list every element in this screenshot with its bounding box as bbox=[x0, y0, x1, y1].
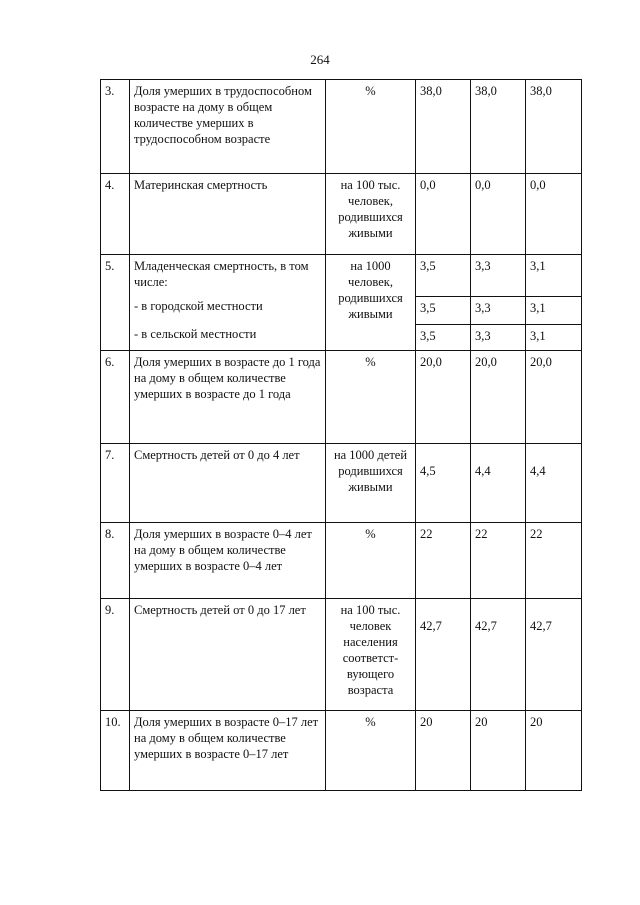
value-text: 42,7 bbox=[420, 619, 442, 633]
value-cell bbox=[471, 444, 526, 523]
value-cell bbox=[416, 599, 471, 711]
value-cell: 0,0 bbox=[526, 174, 582, 255]
value-cell: 0,0 bbox=[471, 174, 526, 255]
indicator-subitem: - в сельской местности bbox=[134, 327, 257, 341]
row-number: 7. bbox=[101, 444, 130, 523]
value-cell: 22 bbox=[416, 523, 471, 599]
value-cell: 20,0 bbox=[471, 351, 526, 444]
value-cell: 3,3 bbox=[471, 255, 526, 297]
indicator-name: Доля умерших в возрасте 0–17 лет на дому в общем количестве умерших в возрасте 0–17 лет bbox=[130, 711, 326, 791]
value-cell: 38,0 bbox=[471, 80, 526, 174]
value-cell: 20 bbox=[471, 711, 526, 791]
value-cell: 3,5 bbox=[416, 255, 471, 297]
value-text: 4,4 bbox=[530, 464, 546, 478]
unit-cell: на 1000 детей родившихся живыми bbox=[326, 444, 416, 523]
indicator-name: Младенческая смертность, в том числе: bbox=[134, 259, 309, 289]
value-cell: 3,5 bbox=[416, 325, 471, 351]
row-number: 8. bbox=[101, 523, 130, 599]
indicator-name: Доля умерших в возрасте 0–4 лет на дому в общем количестве умерших в возрасте 0–4 лет bbox=[130, 523, 326, 599]
value-cell: 3,3 bbox=[471, 325, 526, 351]
value-cell: 3,1 bbox=[526, 255, 582, 297]
row-number: 9. bbox=[101, 599, 130, 711]
table-row bbox=[101, 444, 582, 523]
value-cell: 3,1 bbox=[526, 325, 582, 351]
indicators-table bbox=[100, 79, 582, 791]
value-cell: 20 bbox=[416, 711, 471, 791]
row-number: 5. bbox=[101, 255, 130, 351]
value-cell: 0,0 bbox=[416, 174, 471, 255]
value-text: 42,7 bbox=[475, 619, 497, 633]
value-cell: 3,3 bbox=[471, 297, 526, 325]
table-row bbox=[101, 255, 582, 297]
indicator-name: Доля умерших в возрасте до 1 года на дому в общем количестве умерших в возрасте до 1 года bbox=[130, 351, 326, 444]
value-cell: 22 bbox=[471, 523, 526, 599]
value-cell: 38,0 bbox=[416, 80, 471, 174]
indicator-name: Доля умерших в трудоспособном возрасте на дому в общем количестве умерших в трудоспособном возрасте bbox=[130, 80, 326, 174]
value-cell: 20,0 bbox=[526, 351, 582, 444]
value-text: 42,7 bbox=[530, 619, 552, 633]
indicator-name: Смертность детей от 0 до 17 лет bbox=[130, 599, 326, 711]
unit-cell: на 100 тыс. человек, родившихся живыми bbox=[326, 174, 416, 255]
value-cell bbox=[526, 599, 582, 711]
table-row bbox=[101, 599, 582, 711]
table-row bbox=[101, 80, 582, 174]
value-cell bbox=[471, 599, 526, 711]
value-text: 4,4 bbox=[475, 464, 491, 478]
row-number: 10. bbox=[101, 711, 130, 791]
row-number: 3. bbox=[101, 80, 130, 174]
table-row bbox=[101, 711, 582, 791]
unit-cell: % bbox=[326, 711, 416, 791]
unit-cell: % bbox=[326, 351, 416, 444]
value-cell: 38,0 bbox=[526, 80, 582, 174]
unit-cell: на 100 тыс. человек населения соответст-вующего возраста bbox=[326, 599, 416, 711]
indicator-name: Смертность детей от 0 до 4 лет bbox=[130, 444, 326, 523]
value-cell: 3,1 bbox=[526, 297, 582, 325]
indicator-name: Материнская смертность bbox=[130, 174, 326, 255]
table-row bbox=[101, 174, 582, 255]
value-cell bbox=[416, 444, 471, 523]
value-cell: 20 bbox=[526, 711, 582, 791]
page-number: 264 bbox=[310, 52, 330, 67]
value-cell bbox=[526, 444, 582, 523]
unit-cell: на 1000 человек, родившихся живыми bbox=[326, 255, 416, 351]
value-cell: 22 bbox=[526, 523, 582, 599]
table-row bbox=[101, 523, 582, 599]
unit-cell: % bbox=[326, 80, 416, 174]
row-number: 4. bbox=[101, 174, 130, 255]
value-cell: 20,0 bbox=[416, 351, 471, 444]
indicator-subitem: - в городской местности bbox=[134, 299, 263, 313]
row-number: 6. bbox=[101, 351, 130, 444]
table-row bbox=[101, 351, 582, 444]
indicator-name-group bbox=[130, 255, 326, 351]
value-text: 4,5 bbox=[420, 464, 436, 478]
value-cell: 3,5 bbox=[416, 297, 471, 325]
unit-cell: % bbox=[326, 523, 416, 599]
